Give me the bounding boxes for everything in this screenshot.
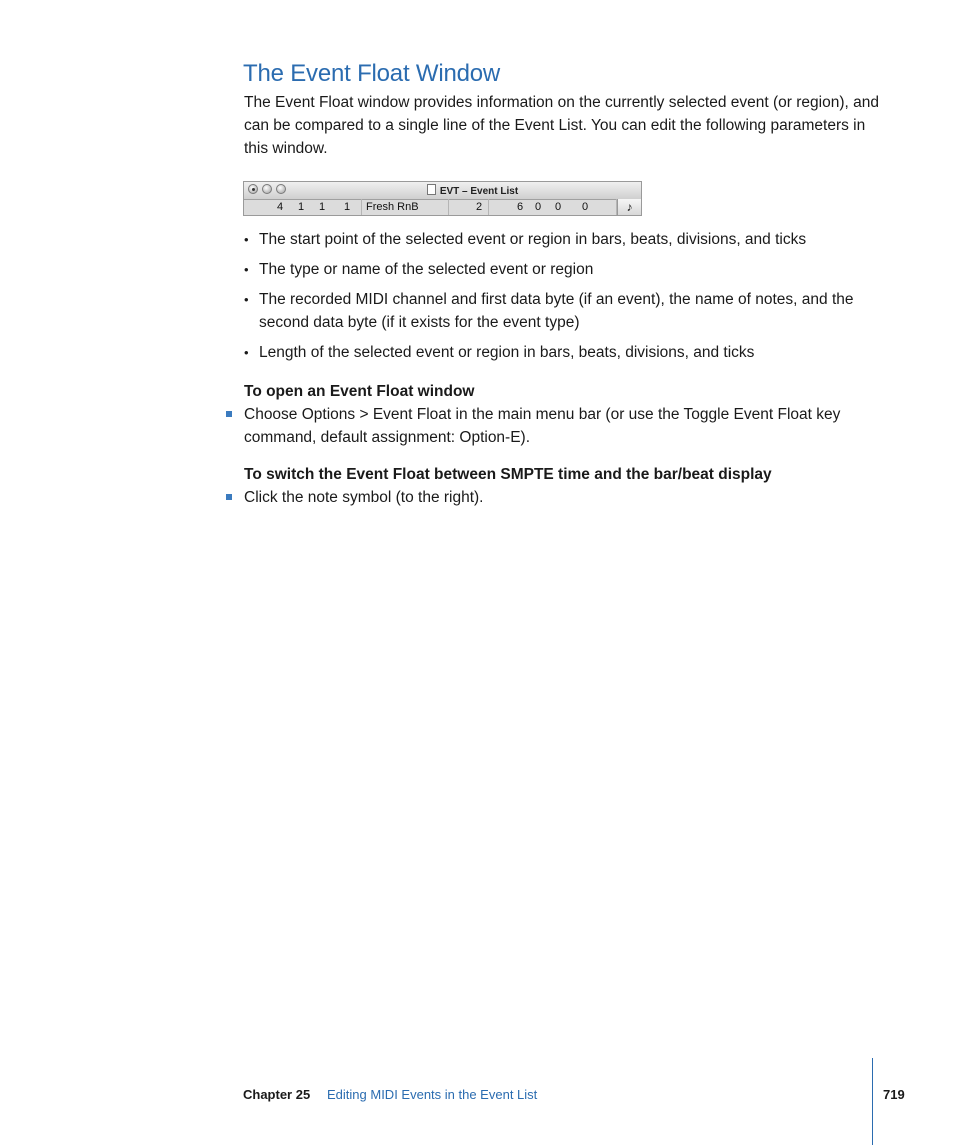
bullet-icon: • <box>244 292 249 307</box>
document-icon <box>427 184 436 195</box>
length-tick[interactable]: 0 <box>582 201 589 213</box>
square-bullet-icon <box>226 411 232 417</box>
event-name[interactable]: Fresh RnB <box>366 201 419 213</box>
event-float-title: EVT – Event List <box>439 186 519 197</box>
note-icon: ♪ <box>626 200 633 214</box>
footer-chapter-title: Editing MIDI Events in the Event List <box>327 1087 538 1102</box>
list-item <box>244 258 884 281</box>
length-beat[interactable]: 0 <box>535 201 542 213</box>
parameter-list <box>244 228 884 371</box>
position-tick[interactable]: 1 <box>344 201 351 213</box>
task-step-open <box>244 403 884 449</box>
event-float-row <box>244 199 641 215</box>
task-step-switch <box>244 486 884 509</box>
bullet-icon: • <box>244 262 249 277</box>
bullet-icon: • <box>244 345 249 360</box>
position-field[interactable] <box>244 199 362 215</box>
position-division[interactable]: 1 <box>319 201 326 213</box>
page-title: The Event Float Window <box>243 60 501 87</box>
page-number: 719 <box>883 1087 905 1102</box>
event-float-titlebar[interactable] <box>244 182 641 200</box>
square-bullet-icon <box>226 494 232 500</box>
length-division[interactable]: 0 <box>555 201 562 213</box>
bullet-icon: • <box>244 232 249 247</box>
list-item-text: The type or name of the selected event or region <box>259 261 594 278</box>
task-heading-open: To open an Event Float window <box>244 383 475 400</box>
list-item-text: Length of the selected event or region in bars, beats, divisions, and ticks <box>259 344 755 361</box>
task-heading-switch: To switch the Event Float between SMPTE time and the bar/beat display <box>244 466 772 483</box>
list-item-text: The start point of the selected event or region in bars, beats, divisions, and ticks <box>259 231 807 248</box>
length-field[interactable] <box>489 199 617 215</box>
list-item <box>244 341 884 364</box>
footer-divider <box>872 1058 873 1145</box>
event-float-window <box>243 181 642 216</box>
note-symbol-button[interactable] <box>617 199 641 215</box>
channel-field[interactable] <box>449 199 489 215</box>
list-item <box>244 288 884 334</box>
intro-paragraph: The Event Float window provides information on the currently selected event (or region), and can be compared to a single line of the Event List. You can edit the following parameters in this window. <box>244 94 879 157</box>
length-bar[interactable]: 6 <box>517 201 524 213</box>
list-item <box>244 228 884 251</box>
position-beat[interactable]: 1 <box>298 201 305 213</box>
task-step-text: Click the note symbol (to the right). <box>244 489 484 506</box>
name-field[interactable] <box>362 199 449 215</box>
position-bar[interactable]: 4 <box>277 201 284 213</box>
task-step-text: Choose Options > Event Float in the main menu bar (or use the Toggle Event Float key command, default assignment: Option-E). <box>244 406 841 446</box>
channel-value[interactable]: 2 <box>476 201 483 213</box>
footer-chapter: Chapter 25 <box>243 1087 311 1102</box>
list-item-text: The recorded MIDI channel and first data byte (if an event), the name of notes, and the second data byte (if it exists for the event type) <box>259 291 854 331</box>
